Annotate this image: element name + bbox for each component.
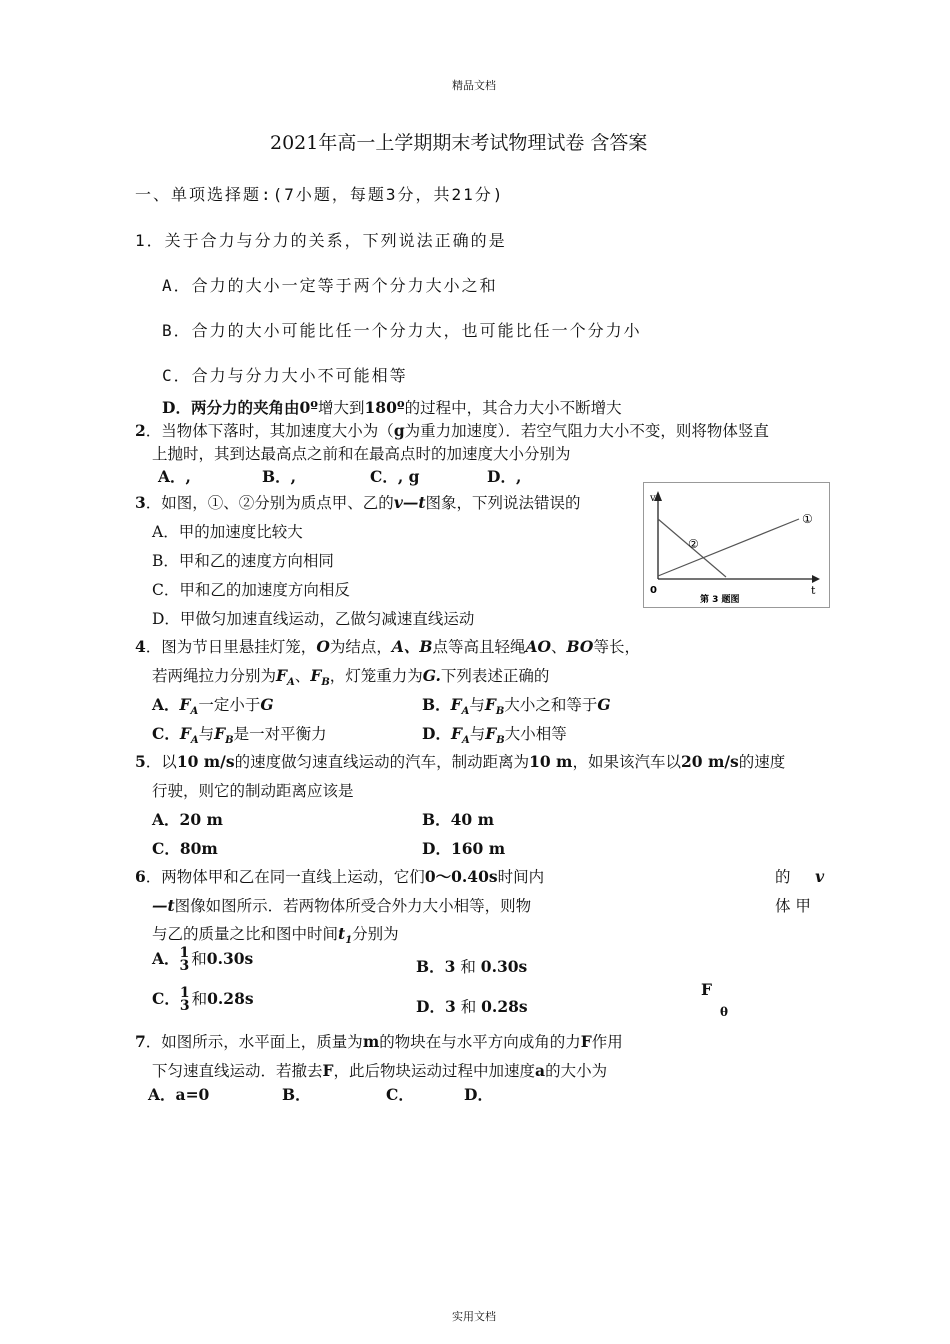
- q2-text-a: ．当物体下落时，其加速度大小为（: [145, 422, 394, 440]
- q1-stem: 1．关于合力与分力的关系，下列说法正确的是: [135, 231, 507, 250]
- q4-option-d: [422, 722, 567, 746]
- q4-text-f: ，灯笼重力为: [329, 667, 423, 685]
- q6-r1-de: 的: [775, 868, 791, 886]
- q7-option-b: B．: [282, 1085, 311, 1104]
- q6-text-e: 分别为: [352, 925, 399, 943]
- q6-a-fraction: [180, 947, 190, 973]
- page-footer: 实用文档: [452, 1310, 496, 1323]
- q4-b-mid: 与: [469, 696, 485, 714]
- q4-d-label: D．: [422, 724, 451, 743]
- q6-d-value: 0.28s: [481, 997, 528, 1016]
- q7-a-sym: a: [535, 1061, 546, 1080]
- v-axis-label: v: [650, 493, 656, 504]
- q6-option-c: [152, 987, 254, 1013]
- q4-text-b: 为结点，: [329, 638, 392, 656]
- q4-line1: [135, 635, 640, 657]
- q5-d1: 10 m: [529, 752, 573, 771]
- q4-G: G.: [422, 666, 441, 685]
- q4-c-FA: F: [179, 724, 191, 743]
- q5-text-b: 的速度做匀速直线运动的汽车，制动距离为: [234, 753, 530, 771]
- q4-c-text: 是一对平衡力: [233, 725, 327, 743]
- q5-text-a: ．以: [145, 753, 177, 771]
- q5-a-label: A．: [152, 810, 180, 829]
- q2-option-d: D．,: [487, 467, 522, 486]
- q7-option-d: D．: [464, 1085, 493, 1104]
- q1-d-0deg: 0º: [299, 398, 318, 417]
- q4-text-e: 若两绳拉力分别为: [152, 667, 277, 685]
- q5-d-label: D．: [422, 839, 451, 858]
- q7-line1: [135, 1030, 623, 1052]
- q2-number: 2: [135, 421, 146, 440]
- q1-d-post: 的过程中，其合力大小不断增大: [404, 399, 622, 417]
- q5-a-value: 20 m: [179, 810, 223, 829]
- q2-c-label: C．,: [370, 467, 404, 486]
- q6-c-fraction: [180, 987, 190, 1013]
- page-header: 精品文档: [452, 79, 496, 92]
- q6-b-label: B．: [416, 957, 445, 976]
- q6-a-den: 3: [179, 958, 190, 974]
- q5-text-c: ，如果该汽车以: [572, 753, 681, 771]
- q4-d-FB: F: [485, 724, 497, 743]
- q2-text-b: 为重力加速度）．若空气阻力大小不变，则将物体竖直: [404, 422, 769, 440]
- q5-b-label: B．: [422, 810, 451, 829]
- q5-c-value: 80m: [179, 839, 218, 858]
- q2-option-a: A．,: [158, 467, 191, 486]
- q4-b-subB: B: [495, 706, 505, 718]
- q6-d-3: 3: [444, 997, 456, 1016]
- q2-option-b: B．,: [262, 467, 296, 486]
- q1-d-180deg: 180º: [364, 398, 405, 417]
- line-1: [658, 519, 799, 576]
- q2-c-g: g: [408, 467, 420, 486]
- q6-t1: t: [338, 924, 346, 943]
- q6-b-he: 和: [460, 958, 476, 976]
- q5-v1: 10 m/s: [176, 752, 235, 771]
- q6-c-he: 和: [191, 990, 208, 1008]
- page-title: 2021年高一上学期期末考试物理试卷 含答案: [270, 132, 648, 154]
- q4-O: O: [316, 637, 330, 656]
- q6-r1-v: v: [815, 867, 825, 886]
- q5-number: 5: [135, 752, 146, 771]
- q4-FB: F: [310, 666, 322, 685]
- q7-m: m: [362, 1032, 380, 1051]
- q5-option-b: [422, 808, 494, 830]
- q7-text-c: 作用: [591, 1033, 623, 1051]
- q6-text-a: ．两物体甲和乙在同一直线上运动，它们: [145, 868, 425, 886]
- q6-c-label: C．: [152, 989, 180, 1008]
- q4-FB-sub: B: [321, 677, 330, 689]
- q6-t: —t: [152, 896, 175, 915]
- q4-b-FA: F: [450, 695, 462, 714]
- q4-c-subA: A: [190, 735, 199, 747]
- q4-AO: AO: [525, 637, 552, 656]
- q3-stem: [135, 491, 581, 513]
- q7-text-b: 的物块在与水平方向成角的力: [379, 1033, 581, 1051]
- q6-line1: [135, 865, 544, 887]
- q4-c-mid: 与: [198, 725, 215, 743]
- q7-option-c: C．: [386, 1085, 414, 1104]
- q4-a-text: 一定小于: [198, 696, 261, 714]
- q2-option-c: [370, 465, 419, 487]
- q7-figure-theta: θ: [720, 1005, 729, 1019]
- q5-line2: 行驶，则它的制动距离应该是: [152, 782, 354, 800]
- q6-t1-sub: 1: [345, 935, 353, 947]
- q5-option-d: [422, 837, 505, 859]
- q6-a-label: A．: [152, 949, 180, 968]
- q6-b-3: 3: [444, 957, 456, 976]
- t-axis-label: t: [811, 584, 816, 597]
- q7-a-value: a=0: [175, 1085, 210, 1104]
- q2-g: g: [393, 421, 405, 440]
- q1-option-a: A．合力的大小一定等于两个分力大小之和: [162, 276, 498, 295]
- q4-a-label: A．: [152, 695, 180, 714]
- q6-b-value: 0.30s: [480, 957, 528, 976]
- figure-caption: 第 3 题图: [700, 595, 740, 605]
- section-heading: 一、单项选择题:(7小题，每题3分，共21分): [135, 185, 505, 204]
- q6-d-he: 和: [460, 998, 477, 1016]
- q4-option-c: [152, 722, 327, 746]
- q7-a-label: A．: [148, 1085, 176, 1104]
- q6-range: 0～0.40s: [424, 867, 498, 886]
- q1-option-b: B．合力的大小可能比任一个分力大，也可能比任一个分力小: [162, 321, 642, 340]
- q5-b-value: 40 m: [450, 810, 494, 829]
- q5-v2: 20 m/s: [680, 752, 739, 771]
- q6-option-d: [416, 995, 528, 1017]
- q4-d-subA: A: [461, 735, 470, 747]
- q6-right1: [775, 865, 824, 887]
- q5-option-c: [152, 837, 218, 859]
- q7-figure-F: F: [701, 980, 713, 999]
- q4-c-FB: F: [214, 724, 226, 743]
- q7-F2: F: [322, 1061, 334, 1080]
- q7-F: F: [580, 1032, 592, 1051]
- q6-c-num: 1: [179, 985, 190, 1001]
- q3-text-b: 图象，下列说法错误的: [425, 494, 581, 512]
- q1-option-c: C．合力与分力大小不可能相等: [162, 366, 408, 385]
- q4-a-G: G: [260, 695, 274, 714]
- q6-option-a: [152, 947, 253, 973]
- q4-b-label: B．: [422, 695, 451, 714]
- q3-option-b: B．甲和乙的速度方向相同: [152, 552, 334, 570]
- q4-text-c: 点等高且轻绳: [432, 638, 526, 656]
- q7-number: 7: [135, 1032, 146, 1051]
- q3-text-a: ．如图，①、②分别为质点甲、乙的: [145, 494, 394, 512]
- q6-a-num: 1: [179, 945, 190, 961]
- q6-c-value: 0.28s: [207, 989, 254, 1008]
- t-axis-arrow: [812, 575, 820, 583]
- q4-number: 4: [135, 637, 146, 656]
- q3-option-d: D．甲做匀加速直线运动，乙做匀减速直线运动: [152, 610, 475, 628]
- q6-option-b: [416, 955, 527, 977]
- q7-line2: [152, 1059, 607, 1081]
- q4-c-subB: B: [225, 735, 234, 747]
- q4-b-G: G: [597, 695, 611, 714]
- q1-d-label: D．两分力的夹角由: [162, 398, 300, 417]
- q4-d-subB: B: [496, 735, 505, 747]
- q4-FA-sub: A: [287, 677, 295, 689]
- q7-text-e: ，此后物块运动过程中加速度: [333, 1062, 536, 1080]
- q3-option-c: C．甲和乙的加速度方向相反: [152, 581, 350, 599]
- q3-option-a: A．甲的加速度比较大: [152, 523, 303, 541]
- q3-vt-graph: [643, 482, 830, 608]
- line-2-label: ②: [688, 537, 699, 551]
- q4-b-text: 大小之和等于: [504, 696, 598, 714]
- q6-text-d: 与乙的质量之比和图中时间: [152, 925, 339, 943]
- q4-b-FB: F: [484, 695, 496, 714]
- q6-a-he: 和: [191, 950, 207, 968]
- q5-c-label: C．: [152, 839, 180, 858]
- q7-text-f: 的大小为: [545, 1062, 608, 1080]
- q6-a-value: 0.30s: [206, 949, 254, 968]
- q6-c-den: 3: [179, 998, 190, 1014]
- q4-d-mid: 与: [469, 725, 486, 743]
- origin-label: 0: [650, 585, 657, 596]
- q6-line2: [152, 894, 531, 916]
- q4-option-b: [422, 693, 611, 717]
- q2-line2: 上抛时，其到达最高点之前和在最高点时的加速度大小分别为: [152, 445, 571, 463]
- q4-line2: [152, 664, 549, 688]
- q4-c-label: C．: [152, 724, 180, 743]
- q4-a-sub: A: [190, 706, 199, 718]
- q7-option-a: [148, 1083, 209, 1105]
- q3-graph-svg: [644, 483, 829, 607]
- q6-line3: [152, 922, 399, 946]
- q4-sep: 、: [551, 638, 567, 656]
- q5-d-value: 160 m: [450, 839, 506, 858]
- q6-right2: 体 甲: [775, 897, 811, 915]
- q6-number: 6: [135, 867, 146, 886]
- q4-FA: F: [276, 666, 288, 685]
- q2-line1: [135, 419, 769, 441]
- q1-d-mid: 增大到: [318, 399, 365, 417]
- q6-text-b: 时间内: [497, 868, 545, 886]
- q4-text-g: 下列表述正确的: [440, 667, 550, 685]
- q5-text-d: 的速度: [738, 753, 786, 771]
- line-1-label: ①: [802, 512, 813, 526]
- q7-text-d: 下匀速直线运动．若撤去: [152, 1062, 323, 1080]
- q6-text-c: 图像如图所示．若两物体所受合外力大小相等，则物: [174, 897, 532, 915]
- q4-d-FA: F: [450, 724, 462, 743]
- q4-text-d: 等长，: [593, 638, 640, 656]
- q3-number: 3: [135, 493, 146, 512]
- q4-d-text: 大小相等: [504, 725, 567, 743]
- q5-line1: [135, 750, 785, 772]
- q4-a-F: F: [179, 695, 191, 714]
- q4-b-subA: A: [461, 706, 470, 718]
- q6-d-label: D．: [416, 997, 445, 1016]
- q5-option-a: [152, 808, 223, 830]
- q7-text-a: ．如图所示，水平面上，质量为: [145, 1033, 363, 1051]
- q1-option-d: [162, 396, 622, 418]
- q4-sep2: 、: [294, 667, 311, 685]
- q4-BO: BO: [566, 637, 594, 656]
- q4-AB: A、B: [391, 637, 433, 656]
- q4-option-a: [152, 693, 274, 717]
- q3-vt: v—t: [393, 493, 426, 512]
- q4-text-a: ．图为节日里悬挂灯笼，: [145, 638, 317, 656]
